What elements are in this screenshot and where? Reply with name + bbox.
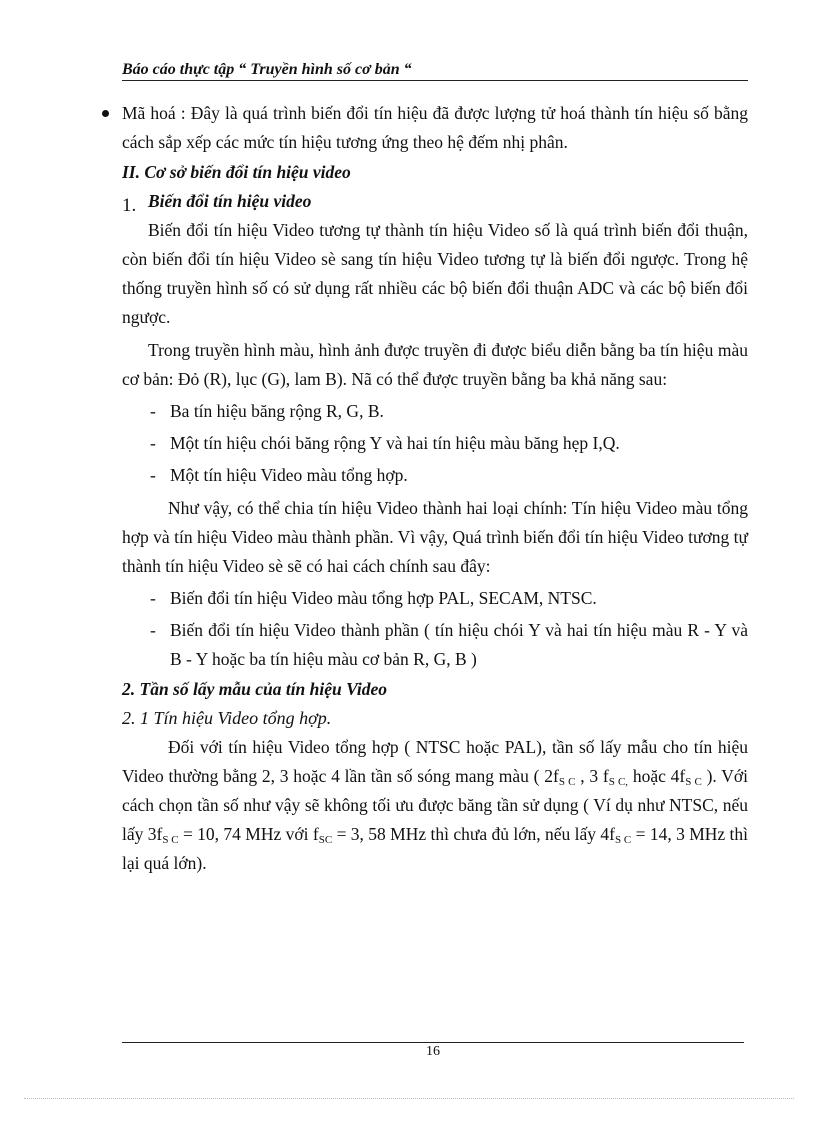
list-item-text: Một tín hiệu chói băng rộng Y và hai tín hiệu màu băng hẹp I,Q. [170,433,620,453]
list-item-text: Biến đổi tín hiệu Video thành phần ( tín hiệu chói Y và hai tín hiệu màu R - Y và B - Y hoặc ba tín hiệu màu cơ bản R, G, B ) [170,620,748,669]
paragraph: Trong truyền hình màu, hình ảnh được truyền đi được biểu diễn bằng ba tín hiệu màu cơ bản: Đỏ (R), lục (G), lam B). Nã có thể được truyền bằng ba khả năng sau: [122,340,748,389]
list-item-text: Một tín hiệu Video màu tổng hợp. [170,465,408,485]
list-item [98,584,748,613]
dash-marker: - [150,620,156,640]
subsection-number: 1. [122,195,137,216]
list-item-text: Biến đổi tín hiệu Video màu tổng hợp PAL, SECAM, NTSC. [170,588,597,608]
list-item [98,616,748,674]
paragraph: Đối với tín hiệu Video tổng hợp ( NTSC hoặc PAL), tần số lấy mẫu cho tín hiệu Video thường bằng 2, 3 hoặc 4 lần tần số sóng mang màu ( $2f_{S C}$ , 3 $f_{S C,}$ hoặc $4f_{S C}$ ). Với cách chọn tần số như vậy sẽ không tối ưu được băng tần sử dụng ( Ví dụ như NTSC, nếu lấy $3f_{S C} = 10$, 74 MHz với $f_{SC} = 3$, 58 MHz thì chưa đủ lớn, nếu lấy $4f_{S C} = 14$, 3 MHz thì lại quá lớn). [122,737,749,873]
page-bottom-edge [24,1098,794,1099]
subsection-title: Biến đổi tín hiệu video [148,191,312,211]
bullet-line: Mã hoá : Đây là quá trình biến đổi tín hiệu đã được lượng tử hoá thành [122,103,630,123]
footer-divider [122,1042,744,1043]
list-item [98,461,748,490]
bullet-item [50,99,748,157]
page-body [122,99,748,878]
bullet-dot-icon [50,99,122,157]
section-heading: II. Cơ sở biến đổi tín hiệu video [122,162,351,182]
running-header [122,60,748,81]
page-number: 16 [426,1044,440,1059]
dash-marker: - [150,588,156,608]
bullet-rest: tín hiệu số bằng cách sắp xếp các mức tín hiệu tương ứng theo hệ đếm nhị phân. [122,103,748,152]
header-title: Báo cáo thực tập “ Truyền hình số cơ bản “ [122,61,412,78]
subsection-heading: 2. Tần số lấy mẫu của tín hiệu Video [122,679,387,699]
dash-marker: - [150,401,156,421]
subsection-heading [122,187,748,216]
paragraph: Biến đổi tín hiệu Video tương tự thành tín hiệu Video số là quá trình biến đổi thuận, còn biến đổi tín hiệu Video sè sang tín hiệu Video tương tự là biến đổi ngược. Trong hệ thống truyền hình số có sử dụng rất nhiều các bộ biến đổi thuận ADC và các bộ biến đổi ngược. [122,220,748,327]
subsubsection-heading: 2. 1 Tín hiệu Video tổng hợp. [122,708,332,728]
paragraph: Như vậy, có thể chia tín hiệu Video thành hai loại chính: Tín hiệu Video màu tổng hợp và tín hiệu Video màu thành phần. Vì vậy, Quá trình biến đổi tín hiệu Video tương tự thành tín hiệu Video sè sẽ có hai cách chính sau đây: [122,498,748,576]
dash-marker: - [150,433,156,453]
dash-marker: - [150,465,156,485]
list-item [98,397,748,426]
list-item-text: Ba tín hiệu băng rộng R, G, B. [170,401,384,421]
list-item [98,429,748,458]
